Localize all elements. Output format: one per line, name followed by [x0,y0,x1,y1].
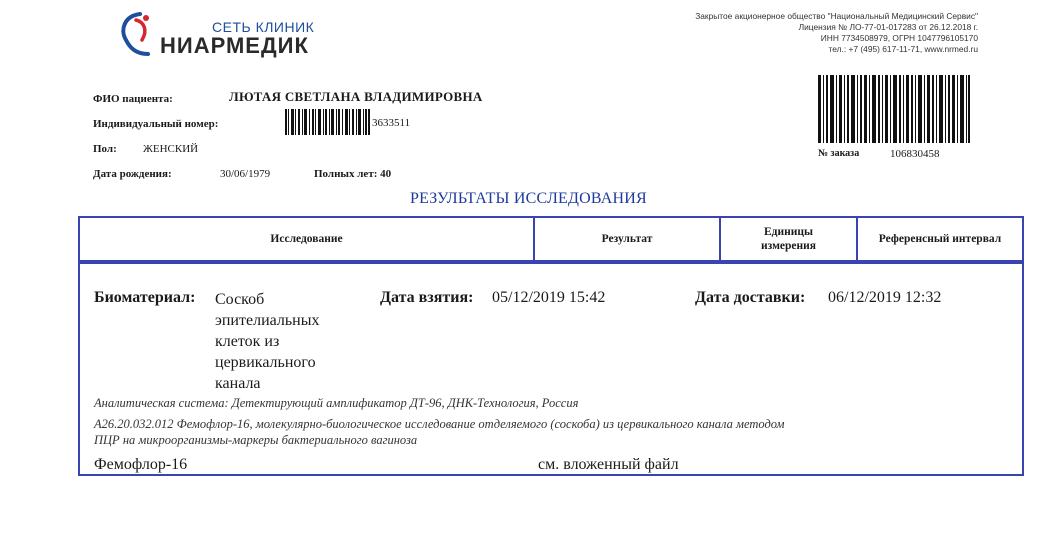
result-row-name: Фемофлор-16 [94,456,188,473]
clinic-logo-icon [118,10,158,58]
test-description-line: ПЦР на микроорганизмы-маркеры бактериального вагиноза [94,433,418,447]
logo-network-text: СЕТЬ КЛИНИК [212,19,315,35]
delivered-label: Дата доставки: [695,289,806,306]
patient-sex-label: Пол: [93,143,117,155]
biomaterial-value [215,289,365,394]
order-number: 106830458 [890,148,940,160]
biomaterial-line: эпителиальных [215,312,320,329]
company-line: Лицензия № ЛО-77-01-017283 от 26.12.2018 г. [798,22,978,32]
biomaterial-line: Соскоб [215,291,265,308]
biomaterial-line: цервикального [215,354,316,371]
biomaterial-line: канала [215,375,261,392]
patient-dob: 30/06/1979 [220,168,271,180]
patient-age: Полных лет: 40 [314,168,392,180]
biomaterial-line: клеток из [215,333,280,350]
patient-id: 3633511 [372,117,411,129]
patient-dob-label: Дата рождения: [93,168,172,180]
header-test: Исследование [270,233,343,245]
header-reference: Референсный интервал [856,218,1022,260]
company-line: Закрытое акционерное общество "Национальный Медицинский Сервис" [695,11,978,21]
order-barcode [818,75,970,143]
analytic-system: Аналитическая система: Детектирующий амплификатор ДТ-96, ДНК-Технология, Россия [94,396,579,410]
test-description-line: А26.20.032.012 Фемофлор-16, молекулярно-биологическое исследование отделяемого (соскоба) из цервикального канала методом [94,417,785,431]
order-label: № заказа [818,148,860,159]
company-info [695,11,978,55]
patient-name-label: ФИО пациента: [93,93,173,105]
patient-id-barcode [285,109,370,135]
table-header [80,218,1022,262]
result-row-value: см. вложенный файл [538,456,679,473]
header-result: Результат [533,218,719,260]
logo-brand-name: НИАРМЕДИК [160,33,309,58]
header-units: Единицы измерения [719,218,856,260]
company-line: тел.: +7 (495) 617-11-71, www.nrmed.ru [828,44,978,54]
company-line: ИНН 7734508979, ОГРН 1047796105170 [820,33,978,43]
patient-id-label: Индивидуальный номер: [93,118,219,130]
biomaterial-label: Биоматериал: [94,289,196,306]
patient-name: ЛЮТАЯ СВЕТЛАНА ВЛАДИМИРОВНА [229,89,483,104]
header-divider [80,262,1022,264]
delivered-value: 06/12/2019 12:32 [828,289,942,306]
taken-label: Дата взятия: [380,289,474,306]
patient-sex: ЖЕНСКИЙ [143,143,199,155]
results-title: РЕЗУЛЬТАТЫ ИССЛЕДОВАНИЯ [410,190,647,207]
taken-value: 05/12/2019 15:42 [492,289,606,306]
